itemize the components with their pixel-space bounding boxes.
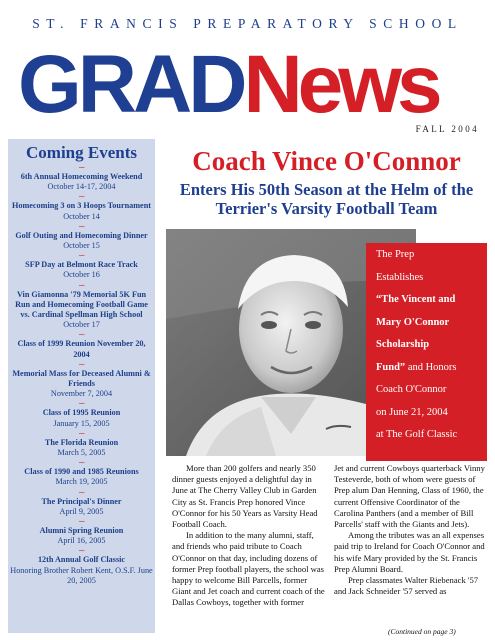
event-item — [10, 369, 153, 400]
event-separator: --- — [78, 428, 85, 437]
callout-line: at The Golf Classic — [376, 429, 458, 440]
event-separator: --- — [78, 251, 85, 260]
event-title: SFP Day at Belmont Race Track — [25, 260, 138, 270]
event-date: October 15 — [63, 241, 100, 251]
callout-line: Coach O'Connor — [376, 384, 447, 395]
scholarship-callout — [366, 243, 487, 461]
event-item — [10, 339, 153, 359]
event-date: April 16, 2005 — [57, 536, 106, 546]
event-title: Memorial Mass for Deceased Alumni & Friends — [12, 368, 151, 389]
event-item — [10, 438, 153, 458]
newsletter-title — [18, 40, 438, 130]
event-separator: --- — [78, 280, 85, 289]
event-item — [10, 201, 153, 221]
event-separator: --- — [78, 546, 85, 555]
event-separator: --- — [78, 192, 85, 201]
event-title: Class of 1990 and 1985 Reunions — [24, 467, 139, 477]
coming-events-heading: Coming Events — [26, 143, 137, 162]
event-date: October 14 — [63, 211, 100, 221]
continued-note: (Continued on page 3) — [388, 627, 456, 636]
event-item — [10, 555, 153, 586]
event-date: March 19, 2005 — [55, 477, 108, 487]
article-paragraph: Among the tributes was an all expenses paid trip to Ireland for Coach O'Connor and his wife Mary provided by the St. Francis Prep Alumni Board. — [334, 530, 485, 574]
event-separator: --- — [78, 399, 85, 408]
article-subhead: Enters His 50th Season at the Helm of the Terrier's Varsity Football Team — [179, 180, 474, 218]
event-title: Class of 1999 Reunion November 20, 2004 — [17, 339, 146, 359]
article-paragraph: In addition to the many alumni, staff, and friends who paid tribute to Coach O'Connor on that day, including dozens of former Prep football players, the school was happy to welcome Bill Parcells, former Giant and Jet coach and current coach of the Dallas Cowboys, together with former — [172, 530, 325, 608]
article-column-1 — [172, 463, 325, 609]
article-headline: Coach Vince O'Connor — [192, 146, 461, 176]
callout-line: The Prep — [376, 249, 415, 260]
event-separator: --- — [78, 163, 85, 171]
callout-line: on June 21, 2004 — [376, 406, 448, 418]
callout-line: Establishes — [376, 271, 424, 283]
event-title: The Principal's Dinner — [41, 496, 122, 506]
issue-date: FALL 2004 — [415, 124, 479, 134]
event-item — [10, 526, 153, 546]
event-title: Golf Outing and Homecoming Dinner — [15, 230, 148, 240]
school-name: ST. FRANCIS PREPARATORY SCHOOL — [32, 16, 463, 31]
event-item — [10, 408, 153, 428]
event-date: Honoring Brother Robert Kent, O.S.F. June 20, 2005 — [10, 565, 153, 585]
event-title: Homecoming 3 on 3 Hoops Tournament — [12, 201, 151, 211]
event-title: Alumni Spring Reunion — [39, 526, 124, 536]
callout-line: Mary O'Connor — [376, 316, 450, 328]
event-date: April 9, 2005 — [59, 506, 104, 516]
callout-line: “The Vincent and — [376, 294, 456, 305]
event-item — [10, 172, 153, 192]
callout-line: Scholarship — [376, 339, 430, 350]
article-paragraph: Prep classmates Walter Riebenack '57 and Jack Schneider '57 served as — [334, 575, 479, 597]
event-separator: --- — [78, 330, 85, 339]
event-date: October 17 — [63, 320, 100, 330]
callout-line: Fund” and Honors — [376, 361, 457, 373]
event-date: March 5, 2005 — [57, 448, 106, 458]
title-news: News — [243, 39, 438, 130]
events-list — [8, 163, 155, 586]
event-separator: --- — [78, 517, 85, 526]
title-grad: GRAD — [18, 39, 244, 130]
article-paragraph: Jet and current Cowboys quarterback Vinny Testeverde, both of whom were guests of Prep alum Dan Henning, Class of 1960, the current Offensive Coordinator of the Carolina Panthers (and a member of Bill Parcells' staff with the Giants and Jets). — [334, 463, 485, 530]
event-item — [10, 467, 153, 487]
coming-events-sidebar — [8, 139, 155, 633]
event-separator: --- — [78, 221, 85, 230]
event-item — [10, 497, 153, 517]
article-column-2 — [334, 463, 487, 597]
event-separator: --- — [78, 359, 85, 368]
event-separator: --- — [78, 458, 85, 467]
event-item — [10, 290, 153, 331]
article-paragraph: More than 200 golfers and nearly 350 dinner guests enjoyed a delightful day in June at The Cherry Valley Club in Garden City as St. Francis Prep honored Vince O'Connor for his 50 Years as Varsity Head Football Coach. — [172, 463, 318, 530]
event-separator: --- — [78, 487, 85, 496]
event-item — [10, 231, 153, 251]
event-date: January 15, 2005 — [53, 418, 110, 428]
event-date: November 7, 2004 — [50, 389, 113, 399]
event-title: Vin Giamonna '79 Memorial 5K Fun Run and Homecoming Football Game vs. Cardinal Spellman High School — [15, 289, 148, 320]
event-title: 12th Annual Golf Classic — [37, 555, 126, 565]
event-item — [10, 260, 153, 280]
event-date: October 14-17, 2004 — [47, 182, 116, 192]
event-date: October 16 — [63, 270, 100, 280]
event-title: Class of 1995 Reunion — [42, 408, 121, 418]
event-title: The Florida Reunion — [44, 437, 119, 447]
event-title: 6th Annual Homecoming Weekend — [20, 172, 143, 181]
